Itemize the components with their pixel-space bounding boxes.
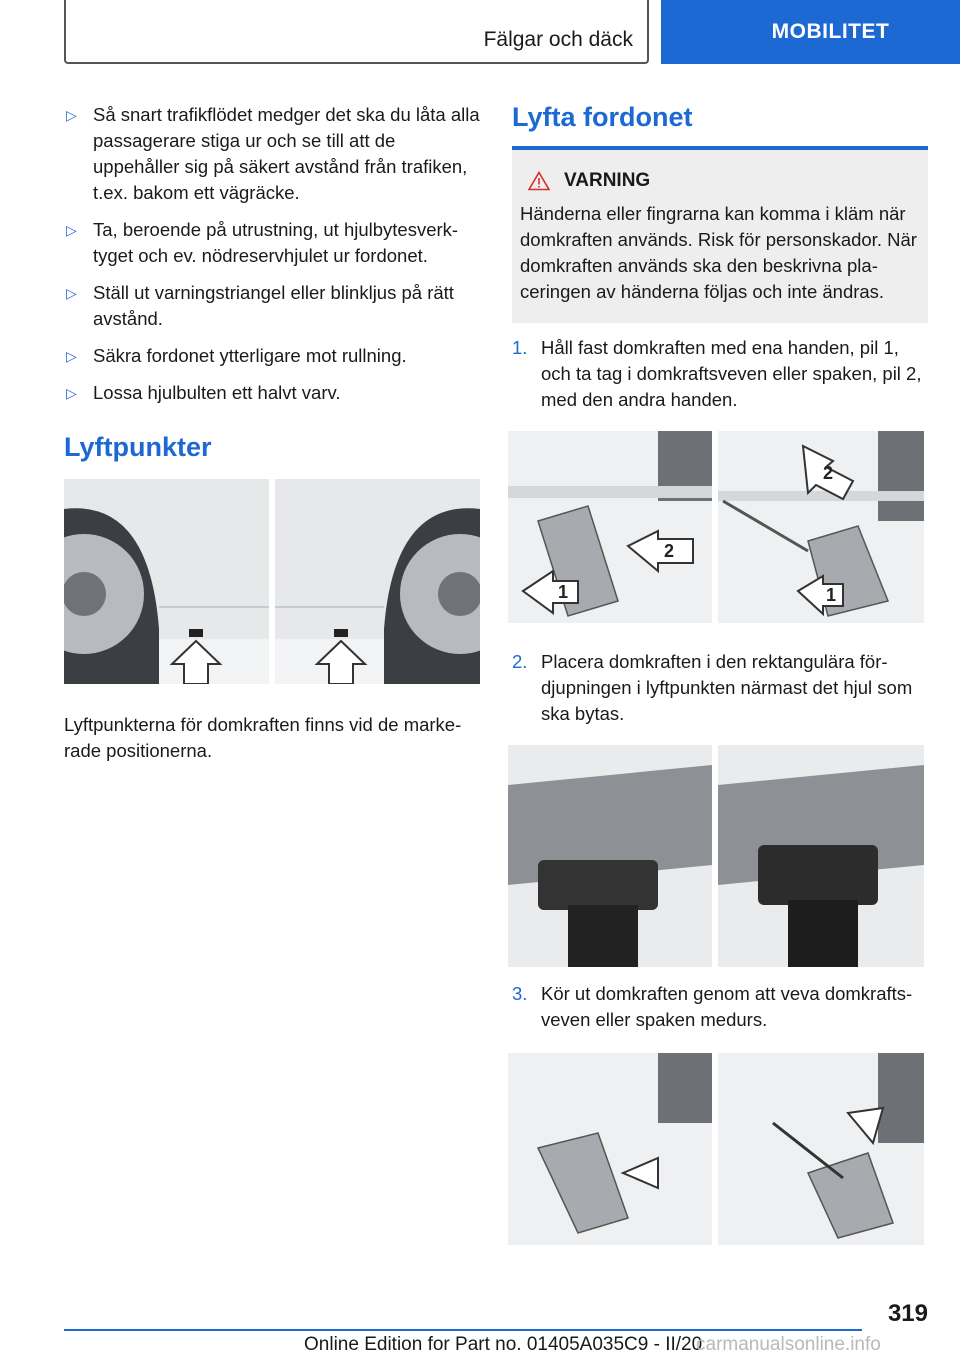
bullet-list xyxy=(64,102,480,406)
left-column xyxy=(64,102,480,764)
lift-points-photo xyxy=(64,479,480,684)
header-chapter-tab[interactable]: MOBILITET xyxy=(661,0,960,64)
steps-list xyxy=(512,981,928,1033)
header-section-title: Fälgar och däck xyxy=(483,28,633,51)
list-item: ▷ Ta, beroende på utrustning, ut hjulbytesverktyget och ev. nödreservhjulet ur fordonet. xyxy=(66,219,459,266)
bullet-triangle-icon: ▷ xyxy=(66,222,77,238)
list-item xyxy=(512,981,928,1033)
step-text: Håll fast domkraften med ena handen, pil 1, och ta tag i domkraftsveven eller spaken, pil 2, med den andra handen. xyxy=(541,337,922,410)
jack-crank-illustration xyxy=(508,1053,924,1245)
list-item xyxy=(512,335,928,413)
jack-handling-figure xyxy=(508,431,924,623)
figure-arrow-label: 1 xyxy=(558,582,569,602)
bullet-triangle-icon: ▷ xyxy=(66,285,77,301)
bullet-triangle-icon: ▷ xyxy=(66,107,77,123)
step-number: 1. xyxy=(512,337,528,358)
steps-list xyxy=(512,649,928,727)
lift-points-caption: Lyftpunkterna för domkraften finns vid de markerade positionerna. xyxy=(64,714,462,761)
warning-triangle-icon xyxy=(528,171,550,191)
right-column xyxy=(512,102,928,1245)
figure-arrow-label: 2 xyxy=(664,541,675,561)
figure-arrow-label: 2 xyxy=(823,463,834,483)
section-heading-lift-vehicle: Lyfta fordonet xyxy=(512,102,693,132)
step-number: 3. xyxy=(512,983,528,1004)
step-number: 2. xyxy=(512,651,528,672)
bullet-triangle-icon: ▷ xyxy=(66,348,77,364)
section-heading-lift-points: Lyftpunkter xyxy=(64,432,212,462)
footer-rule xyxy=(64,1329,862,1331)
list-item: ▷ Så snart trafikflödet medger det ska du låta alla passagerare stiga ur och se till att de uppehåller sig på säkert avstånd från trafiken, t.ex. bakom ett vägräcke. xyxy=(66,104,480,203)
page-number: 319 xyxy=(887,1300,928,1327)
jack-placement-figure xyxy=(508,745,924,967)
step-text: Placera domkraften i den rektangulära fördjupningen i lyftpunkten närmast det hjul som ska bytas. xyxy=(541,651,913,724)
list-item xyxy=(512,649,928,727)
footer-edition: Online Edition for Part no. 01405A035C9 - II/20 xyxy=(304,1334,703,1355)
figure-arrow-label: 1 xyxy=(826,585,837,605)
jack-placement-illustration xyxy=(508,745,924,967)
warning-box xyxy=(512,150,928,323)
list-item: ▷ Ställ ut varningstriangel eller blinkljus på rätt avstånd. xyxy=(66,282,454,329)
warning-text: Händerna eller fingrarna kan komma i kläm när domkraften används. Risk för personskador. När domkraften används ska den beskrivna placeringen av händerna följas och inte ändras. xyxy=(520,203,917,302)
steps-list xyxy=(512,335,928,413)
footer-watermark: carmanualsonline.info xyxy=(696,1334,881,1355)
header-section-box xyxy=(64,0,649,64)
jack-handling-illustration xyxy=(508,431,924,623)
step-text: Kör ut domkraften genom att veva domkraftsveven eller spaken medurs. xyxy=(541,983,913,1030)
list-item: ▷ Säkra fordonet ytterligare mot rullning. xyxy=(64,343,480,369)
warning-title: VARNING xyxy=(564,170,651,191)
jack-crank-figure xyxy=(508,1053,924,1245)
list-item: ▷ Lossa hjulbulten ett halvt varv. xyxy=(64,380,480,406)
bullet-triangle-icon: ▷ xyxy=(66,385,77,401)
lift-points-illustration xyxy=(64,479,480,684)
